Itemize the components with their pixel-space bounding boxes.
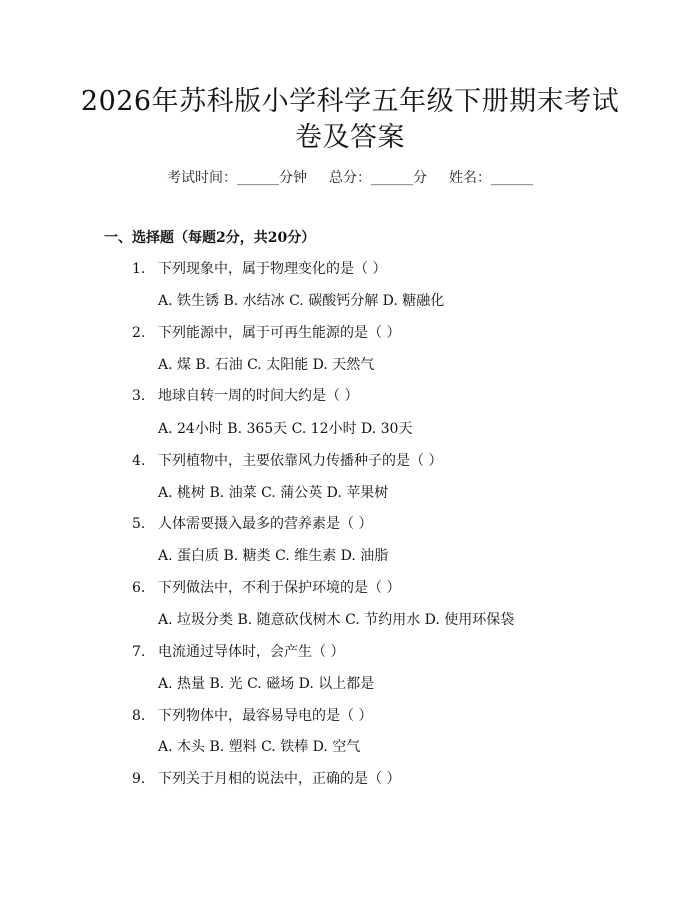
question-item [132, 451, 442, 471]
question-item [132, 578, 400, 598]
question-item [132, 259, 386, 279]
question-text: 下列物体中，最容易导电的是（ ） [158, 708, 373, 724]
question-text: 下列现象中，属于物理变化的是（ ） [158, 261, 387, 277]
question-item [132, 323, 400, 343]
question-item [132, 706, 372, 726]
question-options: A. 热量 B. 光 C. 磁场 D. 以上都是 [158, 676, 375, 692]
section-heading-multiple-choice: 一、选择题（每题2分，共20分） [104, 230, 316, 246]
question-options: A. 铁生锈 B. 水结冰 C. 碳酸钙分解 D. 糖融化 [158, 293, 445, 309]
exam-time-field: 考试时间：______分钟 [167, 170, 307, 186]
total-score-field: 总分：______分 [329, 170, 427, 186]
question-text: 下列植物中，主要依靠风力传播种子的是（ ） [158, 453, 443, 469]
question-options: A. 垃圾分类 B. 随意砍伐树木 C. 节约用水 D. 使用环保袋 [158, 612, 515, 628]
question-number: 1. [132, 261, 146, 277]
question-item [132, 642, 344, 662]
question-text: 下列做法中，不利于保护环境的是（ ） [158, 580, 401, 596]
exam-info-row [0, 168, 700, 188]
question-item [132, 514, 372, 534]
question-text: 人体需要摄入最多的营养素是（ ） [158, 516, 373, 532]
question-options: A. 桃树 B. 油菜 C. 蒲公英 D. 苹果树 [158, 485, 389, 501]
question-options: A. 蛋白质 B. 糖类 C. 维生素 D. 油脂 [158, 548, 389, 564]
question-number: 7. [132, 644, 146, 660]
question-item [132, 386, 358, 406]
question-number: 4. [132, 453, 146, 469]
student-name-field: 姓名：______ [449, 170, 533, 186]
question-number: 3. [132, 388, 146, 404]
question-number: 9. [132, 771, 146, 787]
question-number: 2. [132, 325, 146, 341]
question-text: 电流通过导体时，会产生（ ） [158, 644, 345, 660]
question-number: 5. [132, 516, 146, 532]
question-options: A. 煤 B. 石油 C. 太阳能 D. 天然气 [158, 357, 375, 373]
question-item [132, 769, 400, 789]
question-text: 地球自转一周的时间大约是（ ） [158, 388, 359, 404]
question-number: 8. [132, 708, 146, 724]
page-title-line-2: 卷及答案 [295, 122, 405, 153]
question-number: 6. [132, 580, 146, 596]
question-text: 下列能源中，属于可再生能源的是（ ） [158, 325, 401, 341]
question-options: A. 24小时 B. 365天 C. 12小时 D. 30天 [158, 421, 413, 437]
page-title-line-1: 2026年苏科版小学科学五年级下册期末考试 [80, 86, 620, 117]
question-text: 下列关于月相的说法中，正确的是（ ） [158, 771, 401, 787]
question-options: A. 木头 B. 塑料 C. 铁棒 D. 空气 [158, 739, 361, 755]
